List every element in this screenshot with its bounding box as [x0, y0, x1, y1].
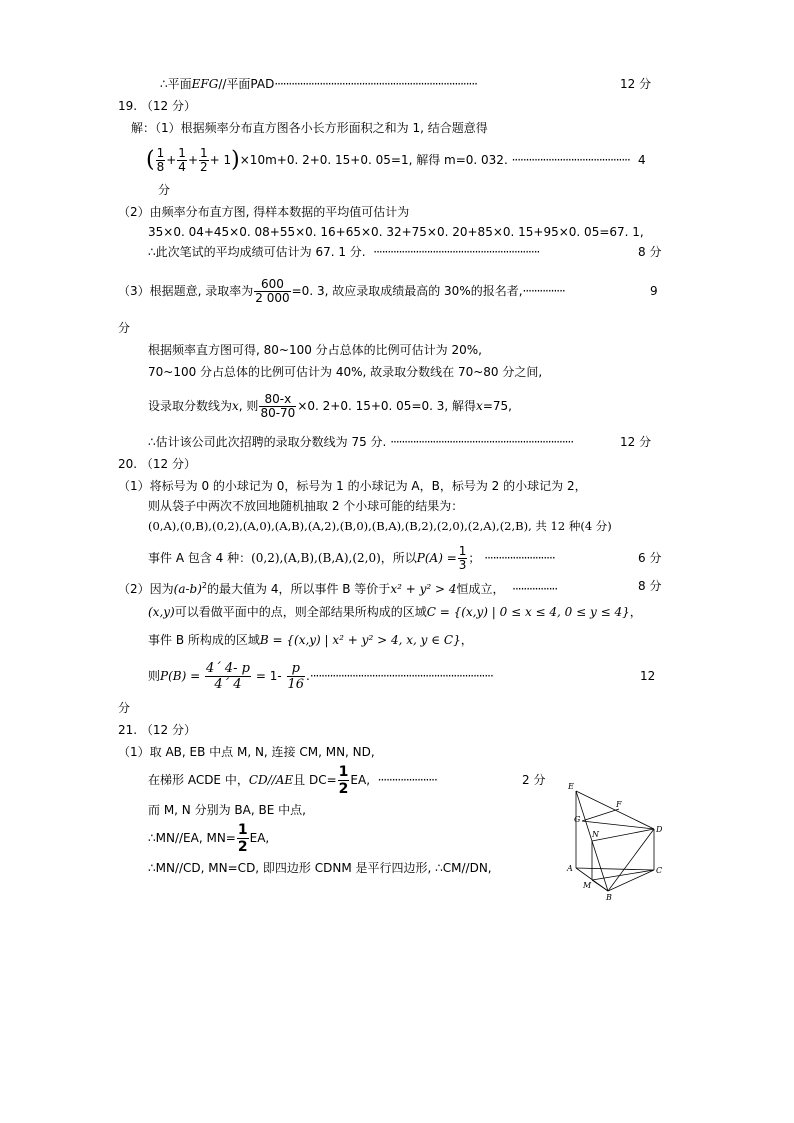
dot-leader: ··········································: [511, 153, 630, 167]
label-d: D: [656, 825, 663, 834]
score-mark: 12 分: [620, 435, 652, 449]
label-f: F: [616, 800, 622, 809]
score-unit: 分: [118, 321, 131, 335]
q20-outcomes: (0,A),(0,B),(0,2),(A,0),(A,B),(A,2),(B,0),(B,A),(B,2),(2,0),(2,A),(2,B), 共 12 种(4 分): [148, 519, 612, 533]
q19-equation-1: ( $\frac{1}{8}$ + $\frac{1}{4}$ + $\frac{1}{2}$ + 1)×10m+0. 2+0. 15+0. 05=1, 解得 m=0. 032. ··········································: [146, 146, 630, 174]
q21-line5: ∴MN//CD, MN=CD, 即四边形 CDNM 是平行四边形, ∴CM//DN,: [148, 861, 492, 875]
fraction-1-2: $\frac{1}{2}$: [200, 146, 208, 174]
q20-region-b: 事件 B 所构成的区域B = {(x,y) | x² + y² > 4, x, y ∈ C}，: [148, 633, 473, 647]
score-mark: 9: [650, 284, 658, 298]
question-21-heading: 21. （12 分）: [118, 723, 196, 737]
geometry-figure: [558, 780, 668, 902]
conclusion-line-18: [160, 76, 477, 92]
score-mark: 12: [640, 669, 656, 683]
dot-leader: ·························: [484, 551, 555, 565]
q20-part1-line2: 则从袋子中两次不放回地随机抽取 2 个小球可能的结果为：: [148, 499, 464, 513]
q20-probability-b: 则P(B) = $\frac{4´ 4- p}{4´ 4}$ = 1- $\frac{p}{16}$ .·································································: [148, 661, 493, 692]
q20-event-a: 事件 A 包含 4 种：(0,2),(A,B),(B,A),(2,0)，所以P(A) = $\frac{1}{3}$ ； ·························: [148, 544, 555, 572]
score-mark: 2 分: [522, 773, 546, 787]
question-19-heading: 19. （12 分）: [118, 99, 196, 113]
plane-efg: EFG: [191, 77, 219, 91]
question-20-heading: 20. （12 分）: [118, 457, 196, 471]
q20-part2-intro: （2）因为$(a-b)^2$的最大值为 4，所以事件 B 等价于x² + y² > 4恒成立， ················: [118, 581, 558, 596]
dot-leader: ·································································: [309, 669, 493, 683]
fraction-600-2000: $\frac{600}{2 000}$: [255, 277, 290, 305]
score-unit: 分: [118, 701, 131, 715]
score-mark: 12 分: [620, 77, 652, 91]
label-g: G: [574, 815, 581, 824]
label-a: A: [567, 864, 573, 873]
q21-line2: 在梯形 ACDE 中，CD//AE且 DC= $\frac{1}{2}$ EA, ·····················: [148, 764, 437, 797]
q19-final-conclusion: ∴估计该公司此次招聘的录取分数线为 75 分. ·································································: [148, 435, 574, 449]
label-e: E: [568, 782, 574, 791]
q19-mean-calculation: 35×0. 04+45×0. 08+55×0. 16+65×0. 32+75×0. 20+85×0. 15+95×0. 05=67. 1,: [148, 225, 644, 239]
plane-pad: //平面PAD: [218, 77, 275, 91]
conclusion-prefix: ∴平面: [160, 77, 192, 91]
score-unit: 分: [158, 183, 171, 197]
label-b: B: [606, 893, 612, 902]
dot-leader: ·····················: [377, 773, 437, 787]
label-n: N: [592, 830, 599, 839]
score-mark: 8 分: [638, 245, 662, 259]
dot-leader: ·································································: [390, 435, 574, 449]
fraction-80x: $\frac{80-x}{80-70}$: [260, 392, 296, 420]
q19-part2-intro: （2）由频率分布直方图, 得样本数据的平均值可估计为: [118, 205, 410, 219]
fraction-pb: $\frac{4´ 4- p}{4´ 4}$: [205, 661, 250, 692]
right-paren: ): [231, 147, 240, 173]
dot-leader: ················: [512, 582, 558, 596]
dot-leader: ···············: [522, 284, 565, 298]
q19-part3-intro: （3）根据题意, 录取率为 $\frac{600}{2 000}$ =0. 3, 故应录取成绩最高的 30%的报名者,···············: [118, 277, 565, 305]
label-c: C: [656, 866, 663, 875]
fraction-p-16: $\frac{p}{16}$: [287, 661, 305, 692]
q19-part3-line2: 根据频率直方图可得, 80~100 分占总体的比例可估计为 20%,: [148, 343, 482, 357]
q20-region-c: (x,y)可以看做平面中的点，则全部结果所构成的区域C = {(x,y) | 0 ≤ x ≤ 4, 0 ≤ y ≤ 4}，: [148, 605, 642, 619]
q20-part1-intro: （1）将标号为 0 的小球记为 0，标号为 1 的小球记为 A，B，标号为 2 的小球记为 2，: [118, 479, 587, 493]
dot-leader: ···························································: [373, 245, 540, 259]
q19-part1-intro: 解：（1）根据频率分布直方图各小长方形面积之和为 1, 结合题意得: [131, 121, 488, 135]
q21-line3: 而 M, N 分别为 BA, BE 中点,: [148, 803, 306, 817]
left-paren: (: [146, 147, 155, 173]
q19-part2-conclusion: ∴此次笔试的平均成绩可估计为 67. 1 分. ···························································: [148, 245, 540, 259]
score-mark: 8 分: [638, 579, 662, 593]
q19-part3-line3: 70~100 分占总体的比例可估计为 40%, 故录取分数线在 70~80 分之间,: [148, 365, 543, 379]
dot-leader: ········································································: [274, 77, 477, 91]
score-mark: 6 分: [638, 551, 662, 565]
fraction-1-3: $\frac{1}{3}$: [458, 544, 467, 572]
score-mark: 4: [638, 153, 646, 167]
fraction-1-4: $\frac{1}{4}$: [178, 146, 186, 174]
label-m: M: [583, 881, 592, 890]
fraction-1-8: $\frac{1}{8}$: [156, 146, 165, 174]
q21-line4: ∴MN//EA, MN= $\frac{1}{2}$ EA,: [148, 822, 270, 855]
q21-line1: （1）取 AB, EB 中点 M, N, 连接 CM, MN, ND,: [118, 745, 375, 759]
q19-part3-line4: 设录取分数线为x, 则 $\frac{80-x}{80-70}$ ×0. 2+0. 15+0. 05=0. 3, 解得x=75,: [148, 392, 512, 420]
fraction-1-2-dc: $\frac{1}{2}$: [338, 764, 349, 797]
fraction-1-2-mn: $\frac{1}{2}$: [237, 822, 248, 855]
